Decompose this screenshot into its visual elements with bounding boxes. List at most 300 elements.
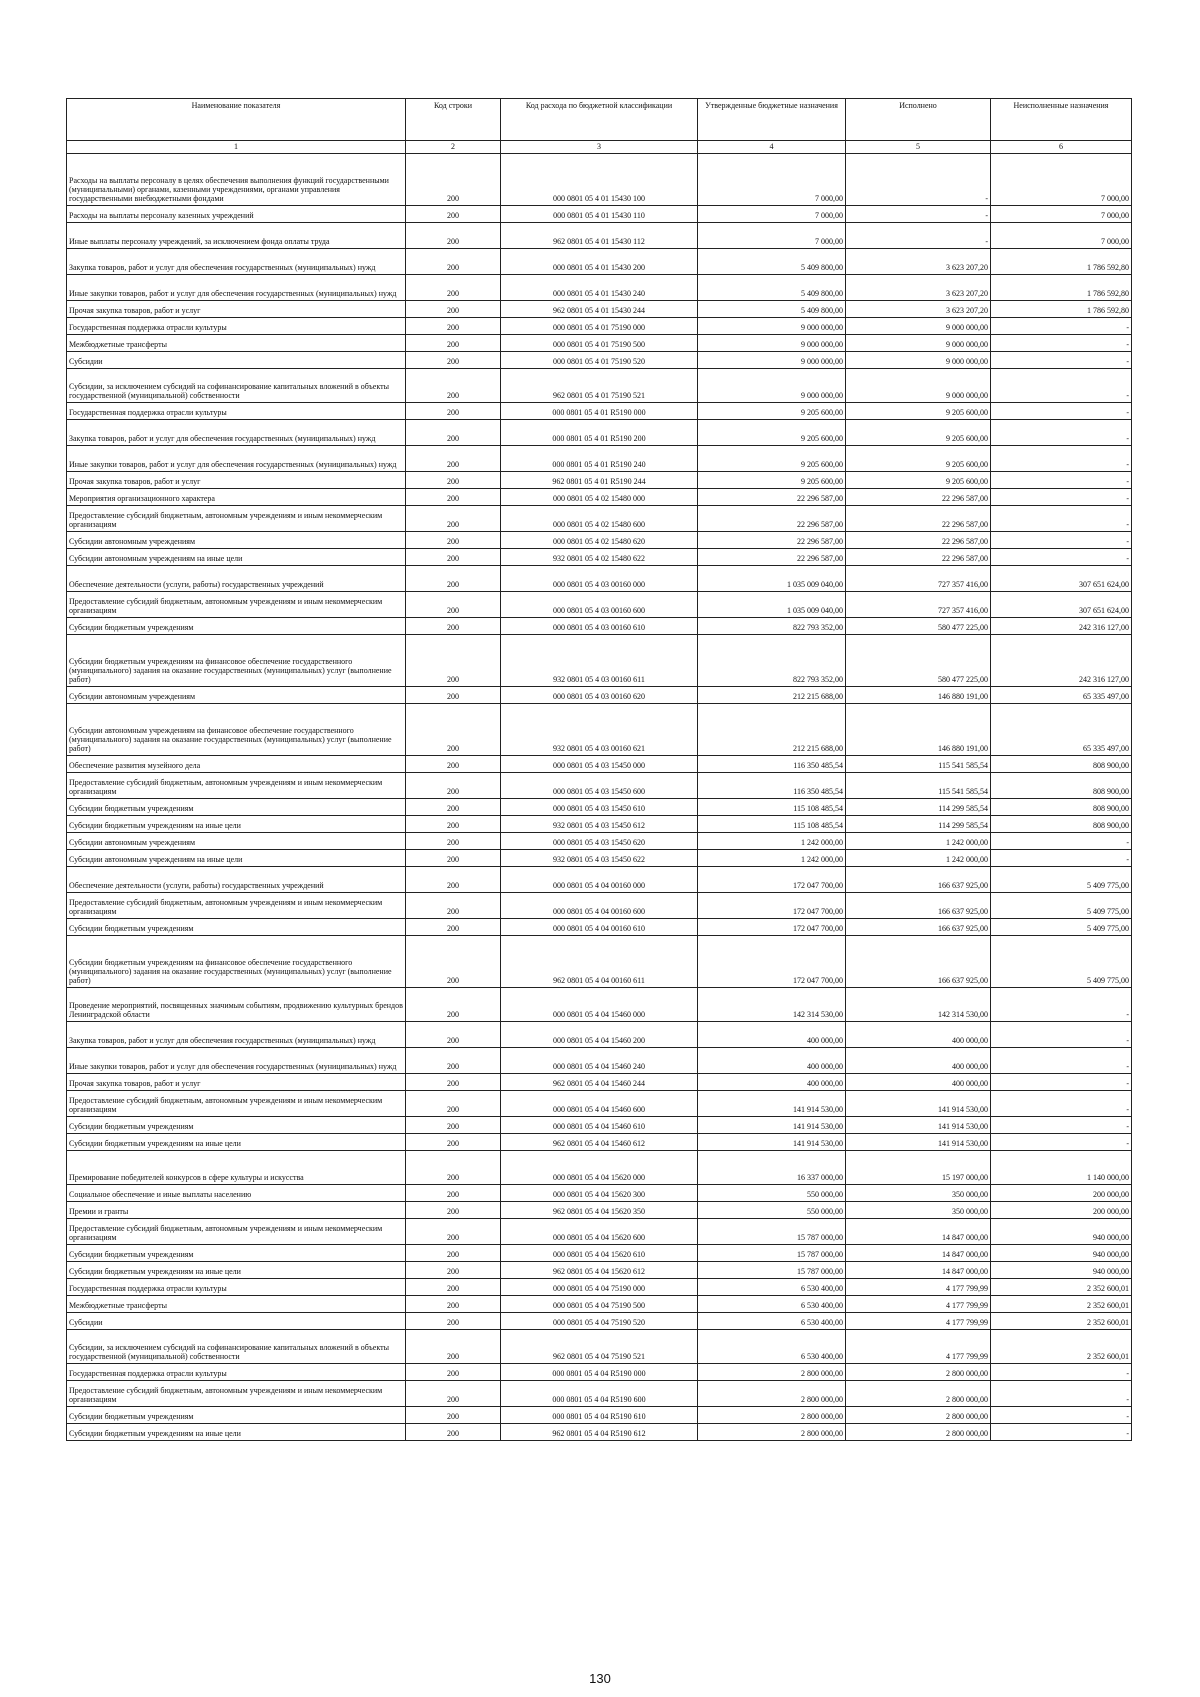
table-row [67,756,1132,773]
table-row [67,1279,1132,1296]
unexecuted-cell: - [991,1424,1132,1441]
indicator-name-cell: Субсидии, за исключением субсидий на софинансирование капитальных вложений в объекты государственной (муниципальной) собственности [67,1330,406,1364]
table-row [67,1091,1132,1117]
line-code-cell: 200 [406,1381,501,1407]
indicator-name-cell: Прочая закупка товаров, работ и услуг [67,1074,406,1091]
line-code-cell: 200 [406,154,501,206]
approved-cell: 400 000,00 [698,1048,846,1074]
approved-cell: 9 205 600,00 [698,420,846,446]
indicator-name-cell: Прочая закупка товаров, работ и услуг [67,301,406,318]
line-code-cell: 200 [406,618,501,635]
expense-code-cell: 000 0801 05 4 04 R5190 000 [501,1364,698,1381]
executed-cell: 166 637 925,00 [846,893,991,919]
approved-cell: 141 914 530,00 [698,1091,846,1117]
indicator-name-cell: Закупка товаров, работ и услуг для обеспечения государственных (муниципальных) нужд [67,420,406,446]
expense-code-cell: 000 0801 05 4 04 15460 000 [501,988,698,1022]
approved-cell: 550 000,00 [698,1202,846,1219]
executed-cell: - [846,223,991,249]
indicator-name-cell: Иные закупки товаров, работ и услуг для обеспечения государственных (муниципальных) нужд [67,275,406,301]
table-row [67,816,1132,833]
approved-cell: 9 000 000,00 [698,352,846,369]
executed-cell: 4 177 799,99 [846,1313,991,1330]
expense-code-cell: 000 0801 05 4 04 75190 520 [501,1313,698,1330]
unexecuted-cell: - [991,420,1132,446]
line-code-cell: 200 [406,223,501,249]
expense-code-cell: 000 0801 05 4 01 R5190 000 [501,403,698,420]
unexecuted-cell: - [991,352,1132,369]
table-row [67,403,1132,420]
table-row [67,549,1132,566]
approved-cell: 22 296 587,00 [698,489,846,506]
approved-cell: 141 914 530,00 [698,1134,846,1151]
table-row [67,1117,1132,1134]
unexecuted-cell: 65 335 497,00 [991,687,1132,704]
executed-cell: 9 000 000,00 [846,335,991,352]
column-number: 2 [406,141,501,154]
unexecuted-cell: 307 651 624,00 [991,592,1132,618]
expense-code-cell: 000 0801 05 4 04 15620 600 [501,1219,698,1245]
approved-cell: 9 000 000,00 [698,369,846,403]
table-row [67,223,1132,249]
executed-cell: 9 205 600,00 [846,446,991,472]
unexecuted-cell: 7 000,00 [991,223,1132,249]
indicator-name-cell: Субсидии [67,352,406,369]
line-code-cell: 200 [406,369,501,403]
approved-cell: 9 000 000,00 [698,335,846,352]
unexecuted-cell: - [991,1407,1132,1424]
expense-code-cell: 000 0801 05 4 04 00160 610 [501,919,698,936]
unexecuted-cell: - [991,1364,1132,1381]
table-row [67,1424,1132,1441]
line-code-cell: 200 [406,275,501,301]
expense-code-cell: 000 0801 05 4 04 15620 610 [501,1245,698,1262]
line-code-cell: 200 [406,472,501,489]
line-code-cell: 200 [406,919,501,936]
unexecuted-cell: 940 000,00 [991,1262,1132,1279]
table-row [67,867,1132,893]
expense-code-cell: 932 0801 05 4 03 15450 622 [501,850,698,867]
table-row [67,773,1132,799]
indicator-name-cell: Государственная поддержка отрасли культуры [67,403,406,420]
table-row [67,1313,1132,1330]
executed-cell: 22 296 587,00 [846,549,991,566]
expense-code-cell: 000 0801 05 4 04 15620 300 [501,1185,698,1202]
expense-code-cell: 000 0801 05 4 02 15480 600 [501,506,698,532]
approved-cell: 5 409 800,00 [698,249,846,275]
unexecuted-cell: - [991,403,1132,420]
table-row [67,1202,1132,1219]
indicator-name-cell: Закупка товаров, работ и услуг для обеспечения государственных (муниципальных) нужд [67,1022,406,1048]
indicator-name-cell: Субсидии бюджетным учреждениям на иные цели [67,816,406,833]
line-code-cell: 200 [406,206,501,223]
unexecuted-cell: - [991,1091,1132,1117]
approved-cell: 22 296 587,00 [698,532,846,549]
table-row [67,988,1132,1022]
indicator-name-cell: Субсидии бюджетным учреждениям [67,919,406,936]
table-row [67,369,1132,403]
executed-cell: 350 000,00 [846,1185,991,1202]
unexecuted-cell: 7 000,00 [991,206,1132,223]
executed-cell: 14 847 000,00 [846,1262,991,1279]
page-number: 130 [589,1671,611,1686]
executed-cell: 22 296 587,00 [846,489,991,506]
executed-cell: 115 541 585,54 [846,756,991,773]
approved-cell: 822 793 352,00 [698,618,846,635]
executed-cell: 400 000,00 [846,1048,991,1074]
expense-code-cell: 000 0801 05 4 02 15480 620 [501,532,698,549]
approved-cell: 15 787 000,00 [698,1262,846,1279]
indicator-name-cell: Государственная поддержка отрасли культуры [67,1279,406,1296]
executed-cell: 3 623 207,20 [846,249,991,275]
approved-cell: 7 000,00 [698,154,846,206]
header-expense-code: Код расхода по бюджетной классификации [501,99,698,141]
line-code-cell: 200 [406,1330,501,1364]
indicator-name-cell: Субсидии бюджетным учреждениям на финансовое обеспечение государственного (муниципального) задания на оказание государственных (муниципальных) услуг (выполнение работ) [67,635,406,687]
line-code-cell: 200 [406,1185,501,1202]
table-row [67,249,1132,275]
expense-code-cell: 000 0801 05 4 01 75190 520 [501,352,698,369]
expense-code-cell: 000 0801 05 4 01 75190 000 [501,318,698,335]
indicator-name-cell: Премии и гранты [67,1202,406,1219]
table-row [67,1330,1132,1364]
line-code-cell: 200 [406,635,501,687]
indicator-name-cell: Предоставление субсидий бюджетным, автономным учреждениям и иным некоммерческим организациям [67,773,406,799]
table-row [67,1296,1132,1313]
approved-cell: 1 035 009 040,00 [698,592,846,618]
approved-cell: 2 800 000,00 [698,1407,846,1424]
expense-code-cell: 000 0801 05 4 04 00160 000 [501,867,698,893]
line-code-cell: 200 [406,1245,501,1262]
line-code-cell: 200 [406,1151,501,1185]
expense-code-cell: 000 0801 05 4 04 15460 240 [501,1048,698,1074]
approved-cell: 115 108 485,54 [698,816,846,833]
line-code-cell: 200 [406,352,501,369]
indicator-name-cell: Субсидии бюджетным учреждениям на иные цели [67,1424,406,1441]
table-row [67,335,1132,352]
executed-cell: 9 205 600,00 [846,472,991,489]
indicator-name-cell: Субсидии автономным учреждениям [67,532,406,549]
approved-cell: 1 242 000,00 [698,850,846,867]
budget-report-table [66,98,1132,1441]
table-row [67,1151,1132,1185]
table-row [67,635,1132,687]
unexecuted-cell: 808 900,00 [991,799,1132,816]
unexecuted-cell: 2 352 600,01 [991,1279,1132,1296]
table-row [67,446,1132,472]
header-approved: Утвержденные бюджетные назначения [698,99,846,141]
expense-code-cell: 000 0801 05 4 01 15430 100 [501,154,698,206]
line-code-cell: 200 [406,592,501,618]
table-row [67,1364,1132,1381]
executed-cell: 115 541 585,54 [846,773,991,799]
header-line-code: Код строки [406,99,501,141]
unexecuted-cell: 808 900,00 [991,816,1132,833]
approved-cell: 16 337 000,00 [698,1151,846,1185]
expense-code-cell: 000 0801 05 4 04 75190 500 [501,1296,698,1313]
approved-cell: 15 787 000,00 [698,1219,846,1245]
indicator-name-cell: Иные выплаты персоналу учреждений, за исключением фонда оплаты труда [67,223,406,249]
line-code-cell: 200 [406,1091,501,1117]
approved-cell: 6 530 400,00 [698,1279,846,1296]
line-code-cell: 200 [406,816,501,833]
table-row [67,472,1132,489]
indicator-name-cell: Субсидии бюджетным учреждениям [67,1407,406,1424]
expense-code-cell: 000 0801 05 4 04 00160 600 [501,893,698,919]
indicator-name-cell: Расходы на выплаты персоналу в целях обеспечения выполнения функций государственными (муниципальными) органами, казенными учреждениями, органами управления государственными внебюджетными фондами [67,154,406,206]
table-row [67,206,1132,223]
executed-cell: 3 623 207,20 [846,301,991,318]
indicator-name-cell: Субсидии автономным учреждениям на иные цели [67,549,406,566]
executed-cell: 4 177 799,99 [846,1330,991,1364]
indicator-name-cell: Обеспечение развития музейного дела [67,756,406,773]
unexecuted-cell: - [991,472,1132,489]
column-number: 5 [846,141,991,154]
unexecuted-cell: 5 409 775,00 [991,893,1132,919]
table-row [67,799,1132,816]
approved-cell: 7 000,00 [698,206,846,223]
expense-code-cell: 000 0801 05 4 02 15480 000 [501,489,698,506]
expense-code-cell: 000 0801 05 4 03 15450 000 [501,756,698,773]
indicator-name-cell: Субсидии бюджетным учреждениям [67,1117,406,1134]
line-code-cell: 200 [406,850,501,867]
table-row [67,532,1132,549]
line-code-cell: 200 [406,532,501,549]
expense-code-cell: 000 0801 05 4 01 R5190 200 [501,420,698,446]
line-code-cell: 200 [406,566,501,592]
line-code-cell: 200 [406,335,501,352]
executed-cell: 400 000,00 [846,1022,991,1048]
expense-code-cell: 962 0801 05 4 04 15620 612 [501,1262,698,1279]
header-indicator-name: Наименование показателя [67,99,406,141]
line-code-cell: 200 [406,1424,501,1441]
expense-code-cell: 000 0801 05 4 04 15460 200 [501,1022,698,1048]
executed-cell: 146 880 191,00 [846,704,991,756]
unexecuted-cell: 808 900,00 [991,756,1132,773]
approved-cell: 5 409 800,00 [698,275,846,301]
line-code-cell: 200 [406,687,501,704]
indicator-name-cell: Субсидии, за исключением субсидий на софинансирование капитальных вложений в объекты государственной (муниципальной) собственности [67,369,406,403]
executed-cell: 3 623 207,20 [846,275,991,301]
expense-code-cell: 962 0801 05 4 01 15430 112 [501,223,698,249]
table-row [67,1219,1132,1245]
unexecuted-cell: 1 786 592,80 [991,275,1132,301]
indicator-name-cell: Государственная поддержка отрасли культуры [67,318,406,335]
table-row [67,489,1132,506]
executed-cell: 14 847 000,00 [846,1245,991,1262]
unexecuted-cell: - [991,988,1132,1022]
line-code-cell: 200 [406,403,501,420]
executed-cell: 141 914 530,00 [846,1091,991,1117]
table-row [67,154,1132,206]
line-code-cell: 200 [406,318,501,335]
column-number: 4 [698,141,846,154]
approved-cell: 9 205 600,00 [698,403,846,420]
table-row [67,850,1132,867]
indicator-name-cell: Премирование победителей конкурсов в сфере культуры и искусства [67,1151,406,1185]
indicator-name-cell: Предоставление субсидий бюджетным, автономным учреждениям и иным некоммерческим организациям [67,1381,406,1407]
approved-cell: 15 787 000,00 [698,1245,846,1262]
line-code-cell: 200 [406,1407,501,1424]
unexecuted-cell: 242 316 127,00 [991,618,1132,635]
expense-code-cell: 000 0801 05 4 01 15430 200 [501,249,698,275]
unexecuted-cell: 5 409 775,00 [991,936,1132,988]
unexecuted-cell: 2 352 600,01 [991,1296,1132,1313]
line-code-cell: 200 [406,1022,501,1048]
table-header-row [67,99,1132,141]
indicator-name-cell: Межбюджетные трансферты [67,335,406,352]
table-row [67,833,1132,850]
column-number-row [67,141,1132,154]
unexecuted-cell: 2 352 600,01 [991,1313,1132,1330]
expense-code-cell: 000 0801 05 4 03 15450 610 [501,799,698,816]
expense-code-cell: 000 0801 05 4 03 15450 600 [501,773,698,799]
indicator-name-cell: Субсидии бюджетным учреждениям [67,799,406,816]
indicator-name-cell: Субсидии бюджетным учреждениям на иные цели [67,1134,406,1151]
approved-cell: 212 215 688,00 [698,687,846,704]
indicator-name-cell: Расходы на выплаты персоналу казенных учреждений [67,206,406,223]
approved-cell: 172 047 700,00 [698,919,846,936]
expense-code-cell: 932 0801 05 4 03 15450 612 [501,816,698,833]
table-row [67,936,1132,988]
unexecuted-cell: 940 000,00 [991,1245,1132,1262]
executed-cell: 1 242 000,00 [846,833,991,850]
unexecuted-cell: - [991,850,1132,867]
line-code-cell: 200 [406,1279,501,1296]
indicator-name-cell: Межбюджетные трансферты [67,1296,406,1313]
indicator-name-cell: Предоставление субсидий бюджетным, автономным учреждениям и иным некоммерческим организациям [67,506,406,532]
executed-cell: 1 242 000,00 [846,850,991,867]
table-row [67,506,1132,532]
approved-cell: 550 000,00 [698,1185,846,1202]
unexecuted-cell: - [991,1048,1132,1074]
column-number: 1 [67,141,406,154]
executed-cell: 580 477 225,00 [846,618,991,635]
unexecuted-cell: - [991,369,1132,403]
unexecuted-cell: 242 316 127,00 [991,635,1132,687]
line-code-cell: 200 [406,420,501,446]
approved-cell: 400 000,00 [698,1022,846,1048]
table-row [67,420,1132,446]
line-code-cell: 200 [406,1202,501,1219]
approved-cell: 172 047 700,00 [698,867,846,893]
unexecuted-cell: 65 335 497,00 [991,704,1132,756]
line-code-cell: 200 [406,756,501,773]
indicator-name-cell: Субсидии автономным учреждениям [67,833,406,850]
indicator-name-cell: Обеспечение деятельности (услуги, работы) государственных учреждений [67,566,406,592]
executed-cell: 2 800 000,00 [846,1364,991,1381]
unexecuted-cell: - [991,1381,1132,1407]
executed-cell: 141 914 530,00 [846,1117,991,1134]
unexecuted-cell: - [991,335,1132,352]
table-row [67,704,1132,756]
indicator-name-cell: Иные закупки товаров, работ и услуг для обеспечения государственных (муниципальных) нужд [67,1048,406,1074]
expense-code-cell: 000 0801 05 4 03 00160 600 [501,592,698,618]
unexecuted-cell: 307 651 624,00 [991,566,1132,592]
table-row [67,1245,1132,1262]
executed-cell: 400 000,00 [846,1074,991,1091]
expense-code-cell: 962 0801 05 4 04 15620 350 [501,1202,698,1219]
unexecuted-cell: 1 786 592,80 [991,301,1132,318]
expense-code-cell: 962 0801 05 4 04 15460 244 [501,1074,698,1091]
line-code-cell: 200 [406,1313,501,1330]
unexecuted-cell: - [991,549,1132,566]
executed-cell: 14 847 000,00 [846,1219,991,1245]
line-code-cell: 200 [406,489,501,506]
line-code-cell: 200 [406,1296,501,1313]
executed-cell: 146 880 191,00 [846,687,991,704]
approved-cell: 9 000 000,00 [698,318,846,335]
executed-cell: 142 314 530,00 [846,988,991,1022]
unexecuted-cell: 200 000,00 [991,1185,1132,1202]
executed-cell: 166 637 925,00 [846,936,991,988]
expense-code-cell: 000 0801 05 4 04 15460 600 [501,1091,698,1117]
approved-cell: 115 108 485,54 [698,799,846,816]
executed-cell: - [846,154,991,206]
indicator-name-cell: Предоставление субсидий бюджетным, автономным учреждениям и иным некоммерческим организациям [67,893,406,919]
expense-code-cell: 000 0801 05 4 03 00160 610 [501,618,698,635]
approved-cell: 2 800 000,00 [698,1364,846,1381]
line-code-cell: 200 [406,833,501,850]
unexecuted-cell: 5 409 775,00 [991,867,1132,893]
executed-cell: 727 357 416,00 [846,592,991,618]
table-row [67,1381,1132,1407]
unexecuted-cell: 200 000,00 [991,1202,1132,1219]
unexecuted-cell: 1 140 000,00 [991,1151,1132,1185]
approved-cell: 172 047 700,00 [698,936,846,988]
approved-cell: 1 035 009 040,00 [698,566,846,592]
indicator-name-cell: Социальное обеспечение и иные выплаты населению [67,1185,406,1202]
executed-cell: 350 000,00 [846,1202,991,1219]
approved-cell: 6 530 400,00 [698,1330,846,1364]
expense-code-cell: 000 0801 05 4 04 15460 610 [501,1117,698,1134]
expense-code-cell: 000 0801 05 4 01 R5190 240 [501,446,698,472]
unexecuted-cell: - [991,446,1132,472]
table-row [67,687,1132,704]
line-code-cell: 200 [406,936,501,988]
line-code-cell: 200 [406,704,501,756]
indicator-name-cell: Субсидии автономным учреждениям на иные цели [67,850,406,867]
unexecuted-cell: - [991,1022,1132,1048]
line-code-cell: 200 [406,506,501,532]
table-row [67,919,1132,936]
expense-code-cell: 000 0801 05 4 01 15430 110 [501,206,698,223]
approved-cell: 400 000,00 [698,1074,846,1091]
line-code-cell: 200 [406,1074,501,1091]
executed-cell: 15 197 000,00 [846,1151,991,1185]
line-code-cell: 200 [406,249,501,275]
approved-cell: 172 047 700,00 [698,893,846,919]
approved-cell: 822 793 352,00 [698,635,846,687]
line-code-cell: 200 [406,1262,501,1279]
table-body [67,154,1132,1441]
expense-code-cell: 962 0801 05 4 01 15430 244 [501,301,698,318]
column-number: 3 [501,141,698,154]
expense-code-cell: 962 0801 05 4 04 00160 611 [501,936,698,988]
executed-cell: 2 800 000,00 [846,1381,991,1407]
line-code-cell: 200 [406,893,501,919]
table-row [67,618,1132,635]
line-code-cell: 200 [406,549,501,566]
executed-cell: 166 637 925,00 [846,919,991,936]
indicator-name-cell: Предоставление субсидий бюджетным, автономным учреждениям и иным некоммерческим организациям [67,1091,406,1117]
indicator-name-cell: Обеспечение деятельности (услуги, работы) государственных учреждений [67,867,406,893]
line-code-cell: 200 [406,988,501,1022]
approved-cell: 116 350 485,54 [698,773,846,799]
executed-cell: 22 296 587,00 [846,532,991,549]
unexecuted-cell: - [991,532,1132,549]
approved-cell: 22 296 587,00 [698,506,846,532]
approved-cell: 142 314 530,00 [698,988,846,1022]
